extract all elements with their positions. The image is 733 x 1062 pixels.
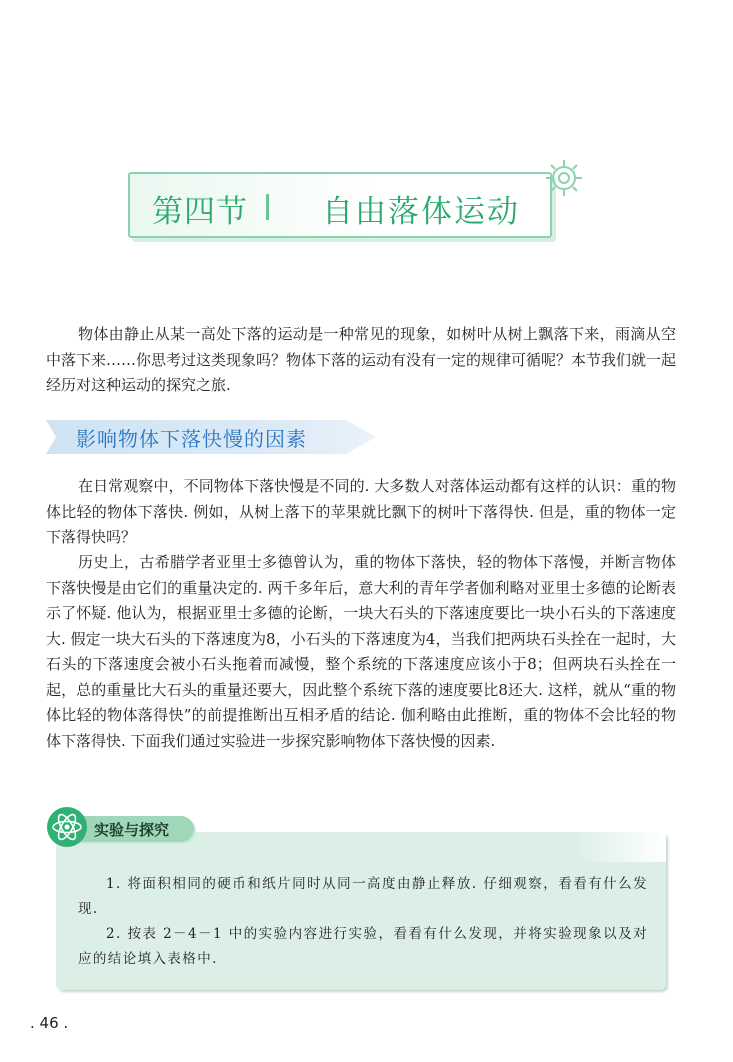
experiment-tag: [46, 806, 196, 848]
section-number: 第四节: [152, 194, 248, 230]
experiment-item: 1. 将面积相同的硬币和纸片同时从同一高度由静止释放. 仔细观察，看看有什么发现.: [78, 876, 648, 917]
section-heading: [46, 420, 376, 454]
gear-icon: [542, 156, 586, 200]
page-title: 自由落体运动: [322, 194, 520, 230]
body-paragraph: 在日常观察中，不同物体下落快慢是不同的. 大多数人对落体运动都有这样的认识：重的物体比轻的物体下落快. 例如，从树上落下的苹果就比飘下的树叶下落得快. 但是，重的物体一定下落得快吗？: [46, 477, 676, 546]
experiment-tag-label: 实验与探究: [94, 821, 170, 839]
page-number: . 46 .: [30, 1014, 69, 1032]
title-divider: [266, 194, 269, 220]
title-frame: [128, 172, 552, 238]
atom-icon: [46, 806, 88, 848]
body-paragraph: 历史上，古希腊学者亚里士多德曾认为，重的物体下落快，轻的物体下落慢，并断言物体下落快慢是由它们的重量决定的. 两千多年后，意大利的青年学者伽利略对亚里士多德的论断表示了怀疑. 他认为，根据亚里士多德的论断，一块大石头的下落速度要比一块小石头的下落速度大. 假定一块大石头的下落速度为8，小石头的下落速度为4，当我们把两块石头拴在一起时，大石头的下落速度会被小石头拖着而减慢，整个系统的下落速度应该小于8；但两块石头拴在一起，总的重量比大石头的重量还要大，因此整个系统下落的速度要比8还大. 这样，就从“重的物体比轻的物体落得快”的前提推断出互相矛盾的结论. 伽利略由此推断，重的物体不会比轻的物体下落得快. 下面我们通过实验进一步探究影响物体下落快慢的因素.: [46, 553, 676, 750]
intro-paragraph: 物体由静止从某一高处下落的运动是一种常见的现象，如树叶从树上飘落下来，雨滴从空中落下来……你思考过这类现象吗？物体下落的运动有没有一定的规律可循呢？本节我们就一起经历对这种运动的探究之旅.: [46, 325, 677, 394]
chapter-title-banner: [128, 172, 570, 240]
experiment-item: 2. 按表 2－4－1 中的实验内容进行实验，看看有什么发现，并将实验现象以及对应的结论填入表格中.: [78, 926, 648, 967]
section-heading-text: 影响物体下落快慢的因素: [76, 427, 307, 451]
